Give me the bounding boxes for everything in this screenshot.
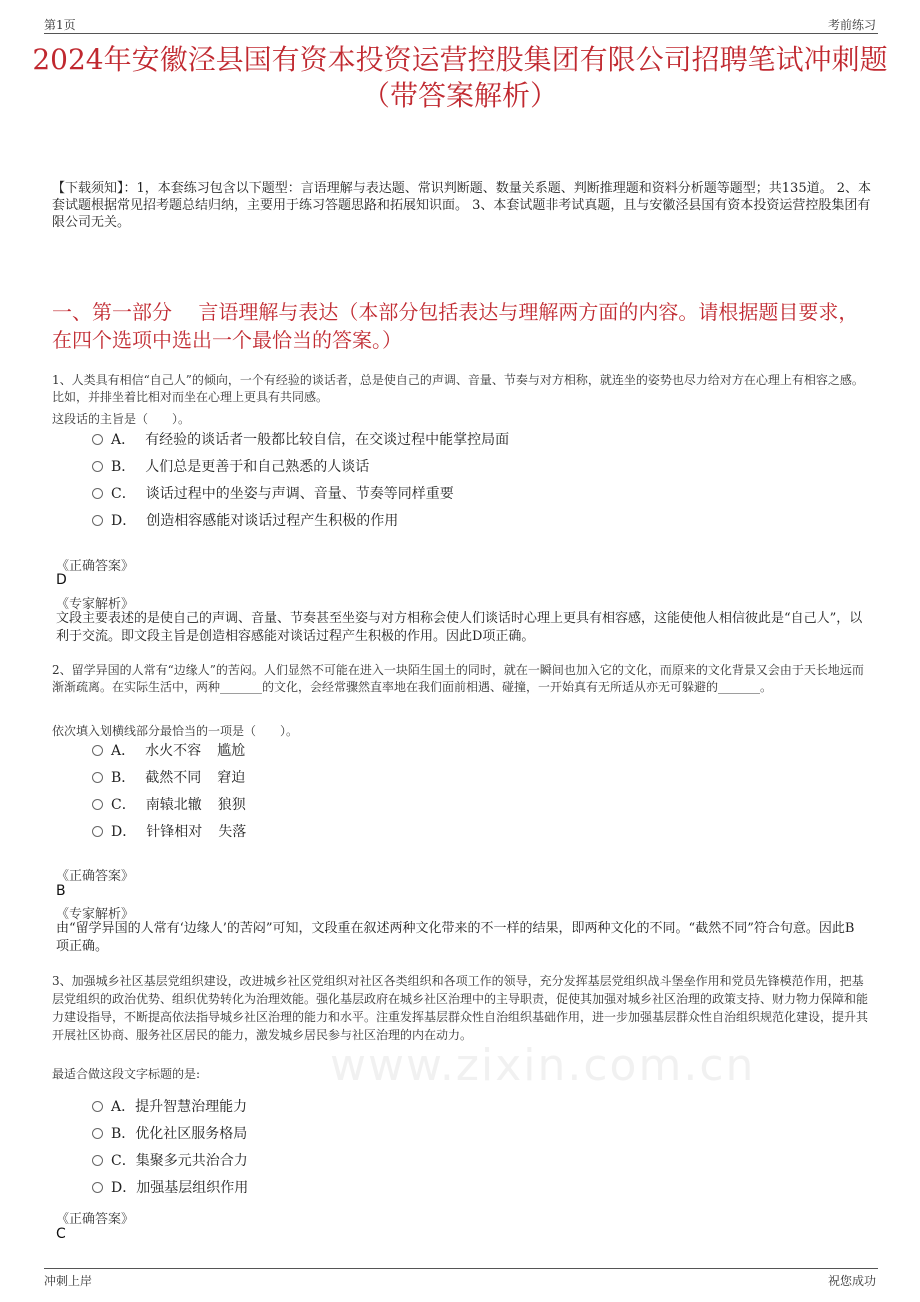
question-2-option-d[interactable]: D． 针锋相对 失落	[92, 822, 246, 842]
radio-icon[interactable]	[92, 1128, 103, 1139]
question-3-option-c[interactable]: C．集聚多元共治合力	[92, 1151, 248, 1171]
radio-icon[interactable]	[92, 461, 103, 472]
question-3-option-b[interactable]: B．优化社区服务格局	[92, 1124, 247, 1144]
question-1-option-c[interactable]: C． 谈话过程中的坐姿与声调、音量、节奏等同样重要	[92, 484, 454, 504]
download-notice: 【下载须知】：1，本套练习包含以下题型：言语理解与表达题、常识判断题、数量关系题、判断推理题和资料分析题等题型；共135道。 2、本套试题根据常见招考题总结归纳，主要用于练习答题思路和拓展知识面。 3、本套试题非考试真题，且与安徽泾县国有资本投资运营控股集团有限公司无关。	[52, 181, 871, 230]
radio-icon[interactable]	[92, 826, 103, 837]
question-2-answer: B	[56, 883, 66, 899]
question-2-option-c[interactable]: C． 南辕北辙 狼狈	[92, 795, 246, 815]
question-1-option-a[interactable]: A． 有经验的谈话者一般都比较自信，在交谈过程中能掌控局面	[92, 430, 509, 450]
question-2-stem: 依次填入划横线部分最恰当的一项是（ ）。	[52, 724, 299, 738]
question-1-answer: D	[56, 572, 67, 588]
question-3-answer: C	[56, 1226, 66, 1242]
question-1-stem: 这段话的主旨是（ ）。	[52, 412, 191, 426]
radio-icon[interactable]	[92, 515, 103, 526]
radio-icon[interactable]	[92, 745, 103, 756]
question-2-answer-label: 《正确答案》	[56, 869, 135, 884]
page-number: 第1页	[44, 18, 76, 32]
question-2-analysis: 由“留学异国的人常有‘边缘人’的苦闷”可知，文段重在叙述两种文化带来的不一样的结果，即两种文化的不同。“截然不同”符合句意。因此B项正确。	[56, 921, 855, 954]
question-1-analysis: 文段主要表述的是使自己的声调、音量、节奏甚至坐姿与对方相称会使人们谈话时心理上更具有相容感，这能使他人相信彼此是“自己人”，以利于交流。即文段主旨是创造相容感能对谈话过程产生积极的作用。因此D项正确。	[56, 611, 863, 644]
question-2-analysis-label: 《专家解析》	[56, 907, 135, 922]
question-1-text: 1、人类具有相信“自己人”的倾向，一个有经验的谈话者，总是使自己的声调、音量、节奏与对方相称，就连坐的姿势也尽力给对方在心理上有相容之感。比如，并排坐着比相对而坐在心理上更具有共同感。	[52, 373, 864, 404]
header-right-label: 考前练习	[827, 18, 876, 32]
question-1-analysis-label: 《专家解析》	[56, 597, 135, 612]
question-3-answer-label: 《正确答案》	[56, 1212, 135, 1227]
question-1-option-d[interactable]: D． 创造相容感能对谈话过程产生积极的作用	[92, 511, 398, 531]
question-1-answer-label: 《正确答案》	[56, 559, 135, 574]
radio-icon[interactable]	[92, 488, 103, 499]
watermark: www.zixin.com.cn	[330, 1040, 756, 1091]
radio-icon[interactable]	[92, 434, 103, 445]
question-3-option-d[interactable]: D．加强基层组织作用	[92, 1178, 248, 1198]
question-3-option-a[interactable]: A．提升智慧治理能力	[92, 1097, 247, 1117]
radio-icon[interactable]	[92, 1155, 103, 1166]
radio-icon[interactable]	[92, 1182, 103, 1193]
question-2-text: 2、留学异国的人常有“边缘人”的苦闷。人们显然不可能在进入一块陌生国土的同时，就在一瞬间也加入它的文化，而原来的文化背景又会由于天长地远而渐渐疏离。在实际生活中，两种_______的文化，会经常骤然直率地在我们面前相遇、碰撞，一开始真有无所适从亦无可躲避的_______。	[52, 663, 864, 694]
radio-icon[interactable]	[92, 1101, 103, 1112]
question-1-option-b[interactable]: B． 人们总是更善于和自己熟悉的人谈话	[92, 457, 369, 477]
question-3-text: 3、加强城乡社区基层党组织建设，改进城乡社区党组织对社区各类组织和各项工作的领导，充分发挥基层党组织战斗堡垒作用和党员先锋模范作用，把基层党组织的政治优势、组织优势转化为治理效能。强化基层政府在城乡社区治理中的主导职责，促使其加强对城乡社区治理的政策支持、财力物力保障和能力建设指导，不断提高依法指导城乡社区治理的能力和水平。注重发挥基层群众性自治组织基础作用，进一步加强基层群众性自治组织规范化建设，提升其开展社区协商、服务社区居民的能力，激发城乡居民参与社区治理的内在动力。	[52, 974, 869, 1042]
radio-icon[interactable]	[92, 772, 103, 783]
footer-left-label: 冲刺上岸	[44, 1274, 93, 1288]
question-3-stem: 最适合做这段文字标题的是:	[52, 1067, 201, 1081]
footer-right-label: 祝您成功	[827, 1274, 876, 1288]
question-2-option-b[interactable]: B． 截然不同 窘迫	[92, 768, 245, 788]
section-heading: 一、第一部分 言语理解与表达（本部分包括表达与理解两方面的内容。请根据题目要求，在四个选项中选出一个最恰当的答案。）	[52, 300, 859, 352]
footer-divider	[44, 1268, 878, 1269]
question-2-option-a[interactable]: A． 水火不容 尴尬	[92, 741, 245, 761]
header-divider	[44, 33, 878, 34]
radio-icon[interactable]	[92, 799, 103, 810]
page-title: 2024年安徽泾县国有资本投资运营控股集团有限公司招聘笔试冲刺题（带答案解析）	[32, 43, 888, 112]
